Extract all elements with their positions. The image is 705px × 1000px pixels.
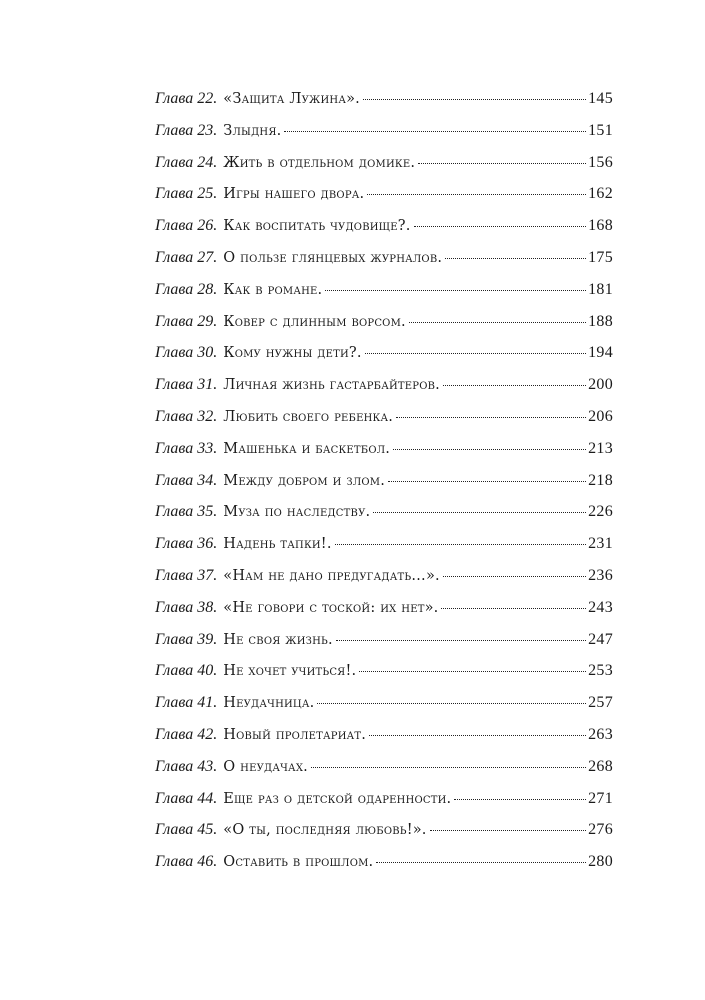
- dot-leader: [373, 512, 586, 513]
- chapter-title: «Не говори с тоской: их нет».: [223, 599, 439, 616]
- dot-leader: [454, 799, 586, 800]
- page-number: 276: [588, 821, 613, 839]
- toc-entry: [155, 376, 613, 408]
- toc-entry: [155, 631, 613, 663]
- toc-entry: [155, 662, 613, 694]
- chapter-label: Глава 23.: [155, 121, 218, 139]
- page-number: 226: [588, 503, 613, 521]
- chapter-number: 30.: [197, 344, 218, 362]
- chapter-label: Глава 22.: [155, 90, 218, 107]
- chapter-number: 24.: [197, 153, 218, 171]
- dot-leader: [414, 226, 587, 227]
- dot-leader: [388, 481, 586, 482]
- chapter-title: Игры нашего двора.: [223, 186, 365, 203]
- chapter-label: Глава 24.: [155, 153, 218, 171]
- dot-leader: [418, 163, 586, 164]
- dot-leader: [396, 417, 586, 418]
- page-number: 253: [588, 662, 613, 680]
- chapter-title: Муза по наследству.: [223, 504, 371, 521]
- toc-entry: [155, 249, 613, 281]
- chapter-number: 34.: [197, 471, 218, 489]
- table-of-contents: [155, 90, 613, 885]
- toc-entry: [155, 790, 613, 822]
- chapter-number: 40.: [197, 662, 218, 680]
- toc-entry: [155, 90, 613, 122]
- page-number: 213: [588, 439, 613, 457]
- page-number: 247: [588, 630, 613, 648]
- dot-leader: [365, 353, 586, 354]
- chapter-number: 33.: [197, 439, 218, 457]
- chapter-number: 37.: [197, 566, 218, 584]
- chapter-label: Глава 41.: [155, 694, 218, 712]
- chapter-title: Новый пролетариат.: [223, 726, 367, 743]
- page-number: 194: [588, 344, 613, 362]
- dot-leader: [363, 99, 586, 100]
- chapter-title: Не своя жизнь.: [223, 631, 333, 648]
- chapter-title: Оставить в прошлом.: [223, 854, 374, 871]
- chapter-title: Кому нужны дети?.: [223, 345, 362, 362]
- chapter-title: «О ты, последняя любовь!».: [223, 822, 427, 839]
- toc-entry: [155, 344, 613, 376]
- chapter-label: Глава 26.: [155, 217, 218, 235]
- toc-entry: [155, 185, 613, 217]
- toc-entry: [155, 440, 613, 472]
- dot-leader: [443, 576, 586, 577]
- page-number: 236: [588, 566, 613, 584]
- dot-leader: [336, 640, 586, 641]
- page-number: 188: [588, 312, 613, 330]
- chapter-label: Глава 35.: [155, 503, 218, 521]
- chapter-label: Глава 28.: [155, 280, 218, 298]
- page-number: 156: [588, 153, 613, 171]
- chapter-title: Между добром и злом.: [223, 472, 386, 489]
- dot-leader: [317, 703, 586, 704]
- chapter-number: 29.: [197, 312, 218, 330]
- chapter-number: 42.: [197, 725, 218, 743]
- chapter-label: Глава 40.: [155, 662, 218, 680]
- toc-entry: [155, 313, 613, 345]
- chapter-label: Глава 46.: [155, 853, 218, 871]
- toc-entry: [155, 694, 613, 726]
- toc-entry: [155, 154, 613, 186]
- chapter-number: 45.: [197, 821, 218, 839]
- dot-leader: [311, 767, 586, 768]
- chapter-label: Глава 33.: [155, 439, 218, 457]
- page-number: 268: [588, 757, 613, 775]
- chapter-title: Еще раз о детской одаренности.: [223, 790, 452, 807]
- chapter-number: 23.: [197, 121, 218, 139]
- chapter-title: «Нам не дано предугадать…».: [223, 567, 440, 584]
- toc-entry: [155, 599, 613, 631]
- chapter-title: Личная жизнь гастарбайтеров.: [223, 377, 440, 394]
- dot-leader: [409, 322, 586, 323]
- chapter-label: Глава 38.: [155, 598, 218, 616]
- chapter-number: 36.: [197, 535, 218, 553]
- chapter-label: Глава 37.: [155, 566, 218, 584]
- toc-entry: [155, 122, 613, 154]
- chapter-label: Глава 44.: [155, 789, 218, 807]
- page-number: 145: [588, 90, 613, 107]
- chapter-number: 31.: [197, 376, 218, 394]
- toc-entry: [155, 503, 613, 535]
- chapter-title: Неудачница.: [223, 695, 315, 712]
- chapter-label: Глава 25.: [155, 185, 218, 203]
- dot-leader: [325, 290, 586, 291]
- page-number: 218: [588, 471, 613, 489]
- toc-entry: [155, 535, 613, 567]
- chapter-label: Глава 39.: [155, 630, 218, 648]
- toc-entry: [155, 567, 613, 599]
- toc-entry: [155, 758, 613, 790]
- chapter-number: 32.: [197, 407, 218, 425]
- page-number: 257: [588, 694, 613, 712]
- chapter-number: 41.: [197, 694, 218, 712]
- page-number: 263: [588, 725, 613, 743]
- chapter-label: Глава 42.: [155, 725, 218, 743]
- page-number: 162: [588, 185, 613, 203]
- dot-leader: [335, 544, 586, 545]
- dot-leader: [430, 830, 586, 831]
- chapter-label: Глава 27.: [155, 248, 218, 266]
- chapter-title: О пользе глянцевых журналов.: [223, 249, 443, 266]
- chapter-title: Как в романе.: [223, 281, 323, 298]
- chapter-number: 22.: [197, 90, 218, 107]
- dot-leader: [445, 258, 586, 259]
- chapter-number: 27.: [197, 248, 218, 266]
- chapter-title: Злыдня.: [223, 122, 282, 139]
- toc-entry: [155, 281, 613, 313]
- chapter-number: 44.: [197, 789, 218, 807]
- page-number: 280: [588, 853, 613, 871]
- dot-leader: [359, 671, 586, 672]
- chapter-label: Глава 34.: [155, 471, 218, 489]
- dot-leader: [441, 608, 586, 609]
- chapter-number: 39.: [197, 630, 218, 648]
- page-number: 271: [588, 789, 613, 807]
- toc-entry: [155, 217, 613, 249]
- chapter-number: 38.: [197, 598, 218, 616]
- toc-entry: [155, 726, 613, 758]
- chapter-label: Глава 30.: [155, 344, 218, 362]
- page-number: 200: [588, 376, 613, 394]
- chapter-number: 26.: [197, 217, 218, 235]
- page-number: 181: [588, 280, 613, 298]
- chapter-label: Глава 45.: [155, 821, 218, 839]
- page-number: 206: [588, 407, 613, 425]
- page-number: 243: [588, 598, 613, 616]
- dot-leader: [376, 862, 586, 863]
- chapter-number: 46.: [197, 853, 218, 871]
- chapter-title: «Защита Лужина».: [223, 91, 360, 107]
- chapter-title: Жить в отдельном домике.: [223, 154, 416, 171]
- dot-leader: [367, 194, 586, 195]
- chapter-title: Как воспитать чудовище?.: [223, 218, 411, 235]
- dot-leader: [369, 735, 586, 736]
- chapter-title: Любить своего ребенка.: [223, 408, 394, 425]
- chapter-number: 35.: [197, 503, 218, 521]
- chapter-number: 25.: [197, 185, 218, 203]
- toc-entry: [155, 472, 613, 504]
- chapter-number: 28.: [197, 280, 218, 298]
- toc-entry: [155, 408, 613, 440]
- page-number: 231: [588, 535, 613, 553]
- chapter-title: О неудачах.: [223, 758, 308, 775]
- chapter-number: 43.: [197, 757, 218, 775]
- dot-leader: [284, 131, 586, 132]
- page-number: 168: [588, 217, 613, 235]
- toc-entry: [155, 821, 613, 853]
- toc-entry: [155, 853, 613, 885]
- chapter-title: Не хочет учиться!.: [223, 663, 357, 680]
- chapter-label: Глава 29.: [155, 312, 218, 330]
- chapter-label: Глава 43.: [155, 757, 218, 775]
- dot-leader: [393, 449, 586, 450]
- page-number: 175: [588, 248, 613, 266]
- chapter-title: Ковер с длинным ворсом.: [223, 313, 406, 330]
- chapter-title: Надень тапки!.: [223, 536, 332, 553]
- chapter-label: Глава 31.: [155, 376, 218, 394]
- chapter-label: Глава 32.: [155, 407, 218, 425]
- chapter-title: Машенька и баскетбол.: [223, 440, 391, 457]
- dot-leader: [443, 385, 586, 386]
- chapter-label: Глава 36.: [155, 535, 218, 553]
- page-number: 151: [588, 121, 613, 139]
